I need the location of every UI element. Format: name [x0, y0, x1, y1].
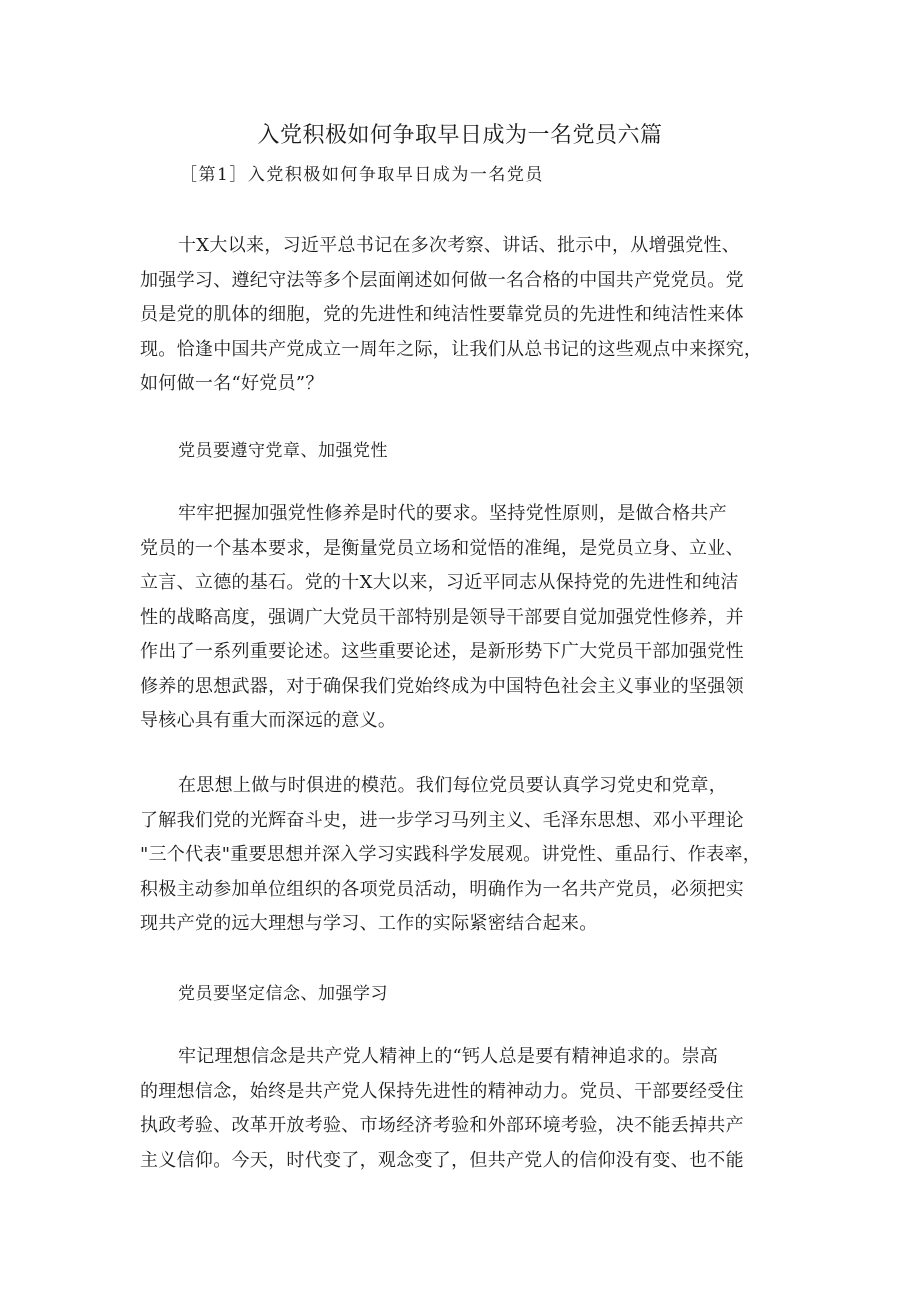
section-heading-1: 党员要遵守党章、加强党性 [178, 441, 388, 461]
paragraph-line: 作出了一系列重要论述。这些重要论述，是新形势下广大党员干部加强党性 [140, 641, 744, 662]
paragraph-line: 员是党的肌体的细胞，党的先进性和纯洁性要靠党员的先进性和纯洁性来体 [140, 304, 744, 325]
paragraph-3 [140, 769, 790, 942]
paragraph-line: 十X大以来，习近平总书记在多次考察、讲话、批示中，从增强党性、 [178, 235, 741, 256]
paragraph-line: 导核心具有重大而深远的意义。 [140, 710, 397, 731]
paragraph-line: 加强学习、遵纪守法等多个层面阐述如何做一名合格的中国共产党党员。党 [140, 269, 744, 291]
document-title: 入党积极如何争取早日成为一名党员六篇 [257, 123, 663, 148]
paragraph-line: 性的战略高度，强调广大党员干部特别是领导干部要自觉加强党性修养，并 [140, 606, 744, 628]
paragraph-line: 牢牢把握加强党性修养是时代的要求。坚持党性原则，是做合格共产 [178, 503, 727, 524]
paragraph-line: 如何做一名“好党员”？ [140, 373, 324, 394]
paragraph-line: 立言、立德的基石。党的十X大以来，习近平同志从保持党的先进性和纯洁 [140, 572, 739, 593]
paragraph-line: 党员的一个基本要求，是衡量党员立场和觉悟的准绳，是党员立身、立业、 [140, 537, 744, 559]
paragraph-line: 在思想上做与时俱进的模范。我们每位党员要认真学习党史和党章， [178, 775, 727, 796]
paragraph-4 [140, 1040, 790, 1178]
paragraph-line: 现。恰逢中国共产党成立一周年之际，让我们从总书记的这些观点中来探究， [140, 338, 763, 360]
paragraph-line: 现共产党的远大理想与学习、工作的实际紧密结合起来。 [140, 913, 598, 934]
paragraph-line: 了解我们党的光辉奋斗史，进一步学习马列主义、毛泽东思想、邓小平理论 [140, 809, 744, 831]
paragraph-line: 牢记理想信念是共产党人精神上的“钙人总是要有精神追求的。崇高 [178, 1046, 719, 1067]
paragraph-line: 主义信仰。今天，时代变了，观念变了，但共产党人的信仰没有变、也不能 [140, 1149, 744, 1171]
section-heading-2: 党员要坚定信念、加强学习 [178, 984, 388, 1004]
paragraph-line: 的理想信念，始终是共产党人保持先进性的精神动力。党员、干部要经受住 [140, 1080, 744, 1102]
paragraph-line: "三个代表"重要思想并深入学习实践科学发展观。讲党性、重品行、作表率， [140, 844, 762, 865]
paragraph-1 [140, 229, 790, 402]
paragraph-line: 执政考验、改革开放考验、市场经济考验和外部环境考验，决不能丢掉共产 [140, 1115, 744, 1136]
paragraph-line: 积极主动参加单位组织的各项党员活动，明确作为一名共产党员，必须把实 [140, 878, 744, 900]
paragraph-line: 修养的思想武器，对于确保我们党始终成为中国特色社会主义事业的坚强领 [140, 675, 744, 697]
document-subtitle: ［第1］入党积极如何争取早日成为一名党员 [180, 165, 544, 185]
paragraph-2 [140, 497, 790, 739]
